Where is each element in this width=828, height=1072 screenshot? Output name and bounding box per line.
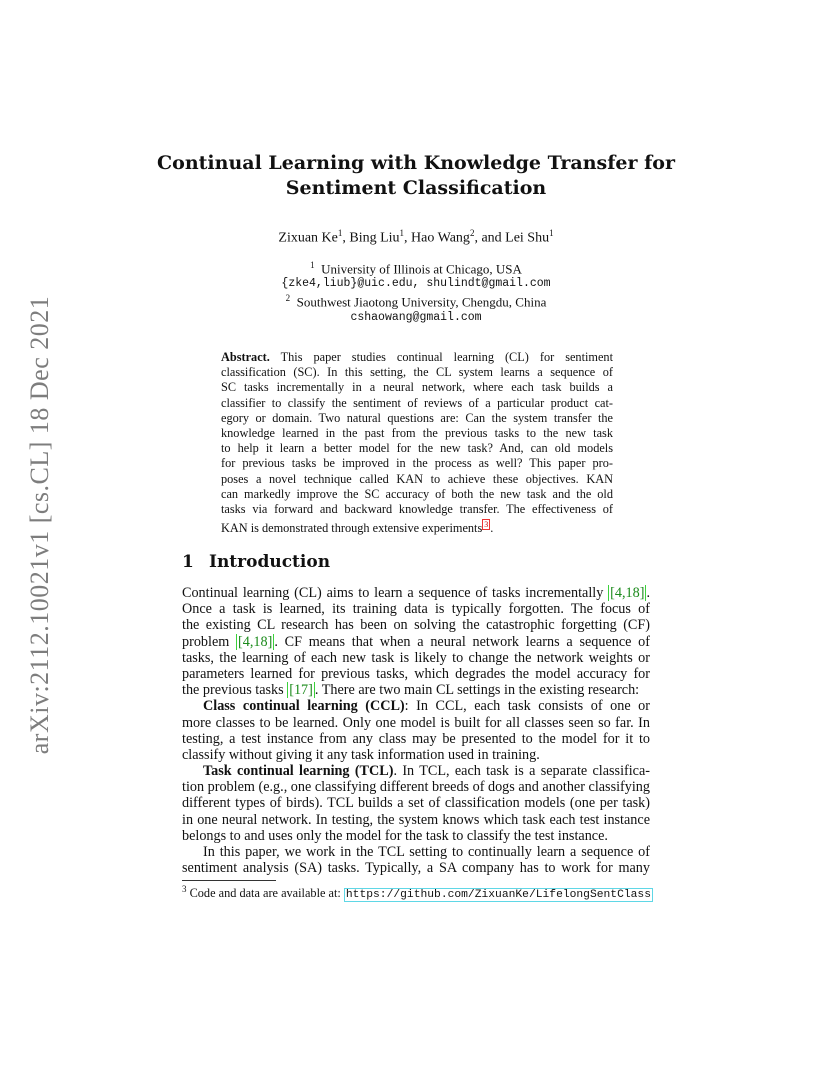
citation-link[interactable]: [4,18] (610, 585, 645, 601)
author-name: Zixuan Ke (278, 230, 338, 246)
arxiv-identifier: arXiv:2112.10021v1 [cs.CL] 18 Dec 2021 (25, 295, 54, 755)
introduction-body: Continual learning (CL) aims to learn a sequence of tasks incrementally [4,18] . Once a task is learned, its training data is typically forgotten. The focus of the existing CL research has been on solving the catastrophic forgetting (CF) problem [4,18] . CF means that when a neural network learns a sequence of tasks, the learning of each new task is likely to change the network weights or parameters learned for previous tasks, which degrades the model accuracy for the previous tasks [17] . There are two main CL settings in the existing research: Class continual learning (CCL): In CCL, each task consists of one or more classes to be learned. Only one model is built for all classes seen so far. In testing, a test instance from any class may be presented to the model for it to classify without giving it any task information used in training. Task continual learning (TCL). In TCL, each task is a separate classifica- tion problem (e.g., one classifying different breeds of dogs and another classifying different types of birds). TCL builds a set of classification models (one per task) in one neural network. In testing, the system knows which task each test instance belongs to and uses only the model for the task to classify the test instance. In this paper, we work in the TCL setting to continually learn a sequence of sentiment analysis (SA) tasks. Typically, a SA company has to work for many (182, 585, 650, 877)
ccl-term: Class continual learning (CCL) (203, 698, 405, 715)
footnote-rule (182, 880, 276, 881)
author-name: Hao Wang (411, 230, 470, 246)
author-name: Bing Liu (349, 230, 400, 246)
footnote-link[interactable]: 3 (484, 520, 489, 530)
code-url-link[interactable]: https://github.com/ZixuanKe/LifelongSentClass (345, 889, 651, 902)
tcl-term: Task continual learning (TCL) (203, 763, 394, 780)
footnote: $^3$ Code and data are available at: https://github.com/ZixuanKe/LifelongSentClass (182, 884, 651, 902)
paper-title: Continual Learning with Knowledge Transfer for Sentiment Classification (157, 152, 675, 199)
abstract: Abstract. This paper studies continual learning (CL) for sentiment classification (SC). In this setting, the CL system learns a sequence of SC tasks incrementally in a neural network, where each task builds a classifier to classify the sentiment of reviews of a particular product cat- egory or domain. Two natural questions are: Can the system transfer the knowledge learned in the past from the previous tasks to the new task to help it learn a better model for the new task? And, can old models for previous tasks be improved in the process as well? This paper pro- poses a novel technique called KAN to achieve these objectives. KAN can markedly improve the SC accuracy of both the new task and the old tasks via forward and backward knowledge transfer. The effectiveness of KAN is demonstrated through extensive experiments $^3$ . (221, 350, 614, 536)
section-heading: 1 Introduction (182, 552, 331, 572)
author-list: Zixuan Ke$^1$, Bing Liu$^1$, Hao Wang$^2$, and Lei Shu$^1$ (278, 228, 554, 246)
affiliations: $^1$ University of Illinois at Chicago, USA {zke4,liub}@uic.edu, shulindt@gmail.com $^2$ Southwest Jiaotong University, Chengdu, China cshaowang@gmail.com (150, 258, 682, 325)
citation-link[interactable]: [4,18] (238, 633, 273, 650)
author-name: Lei Shu (505, 230, 550, 246)
author-emails: cshaowang@gmail.com (350, 310, 482, 324)
author-emails: {zke4,liub}@uic.edu, shulindt@gmail.com (281, 277, 551, 291)
abstract-label: Abstract. (221, 350, 270, 364)
citation-link[interactable]: [17] (289, 682, 313, 699)
